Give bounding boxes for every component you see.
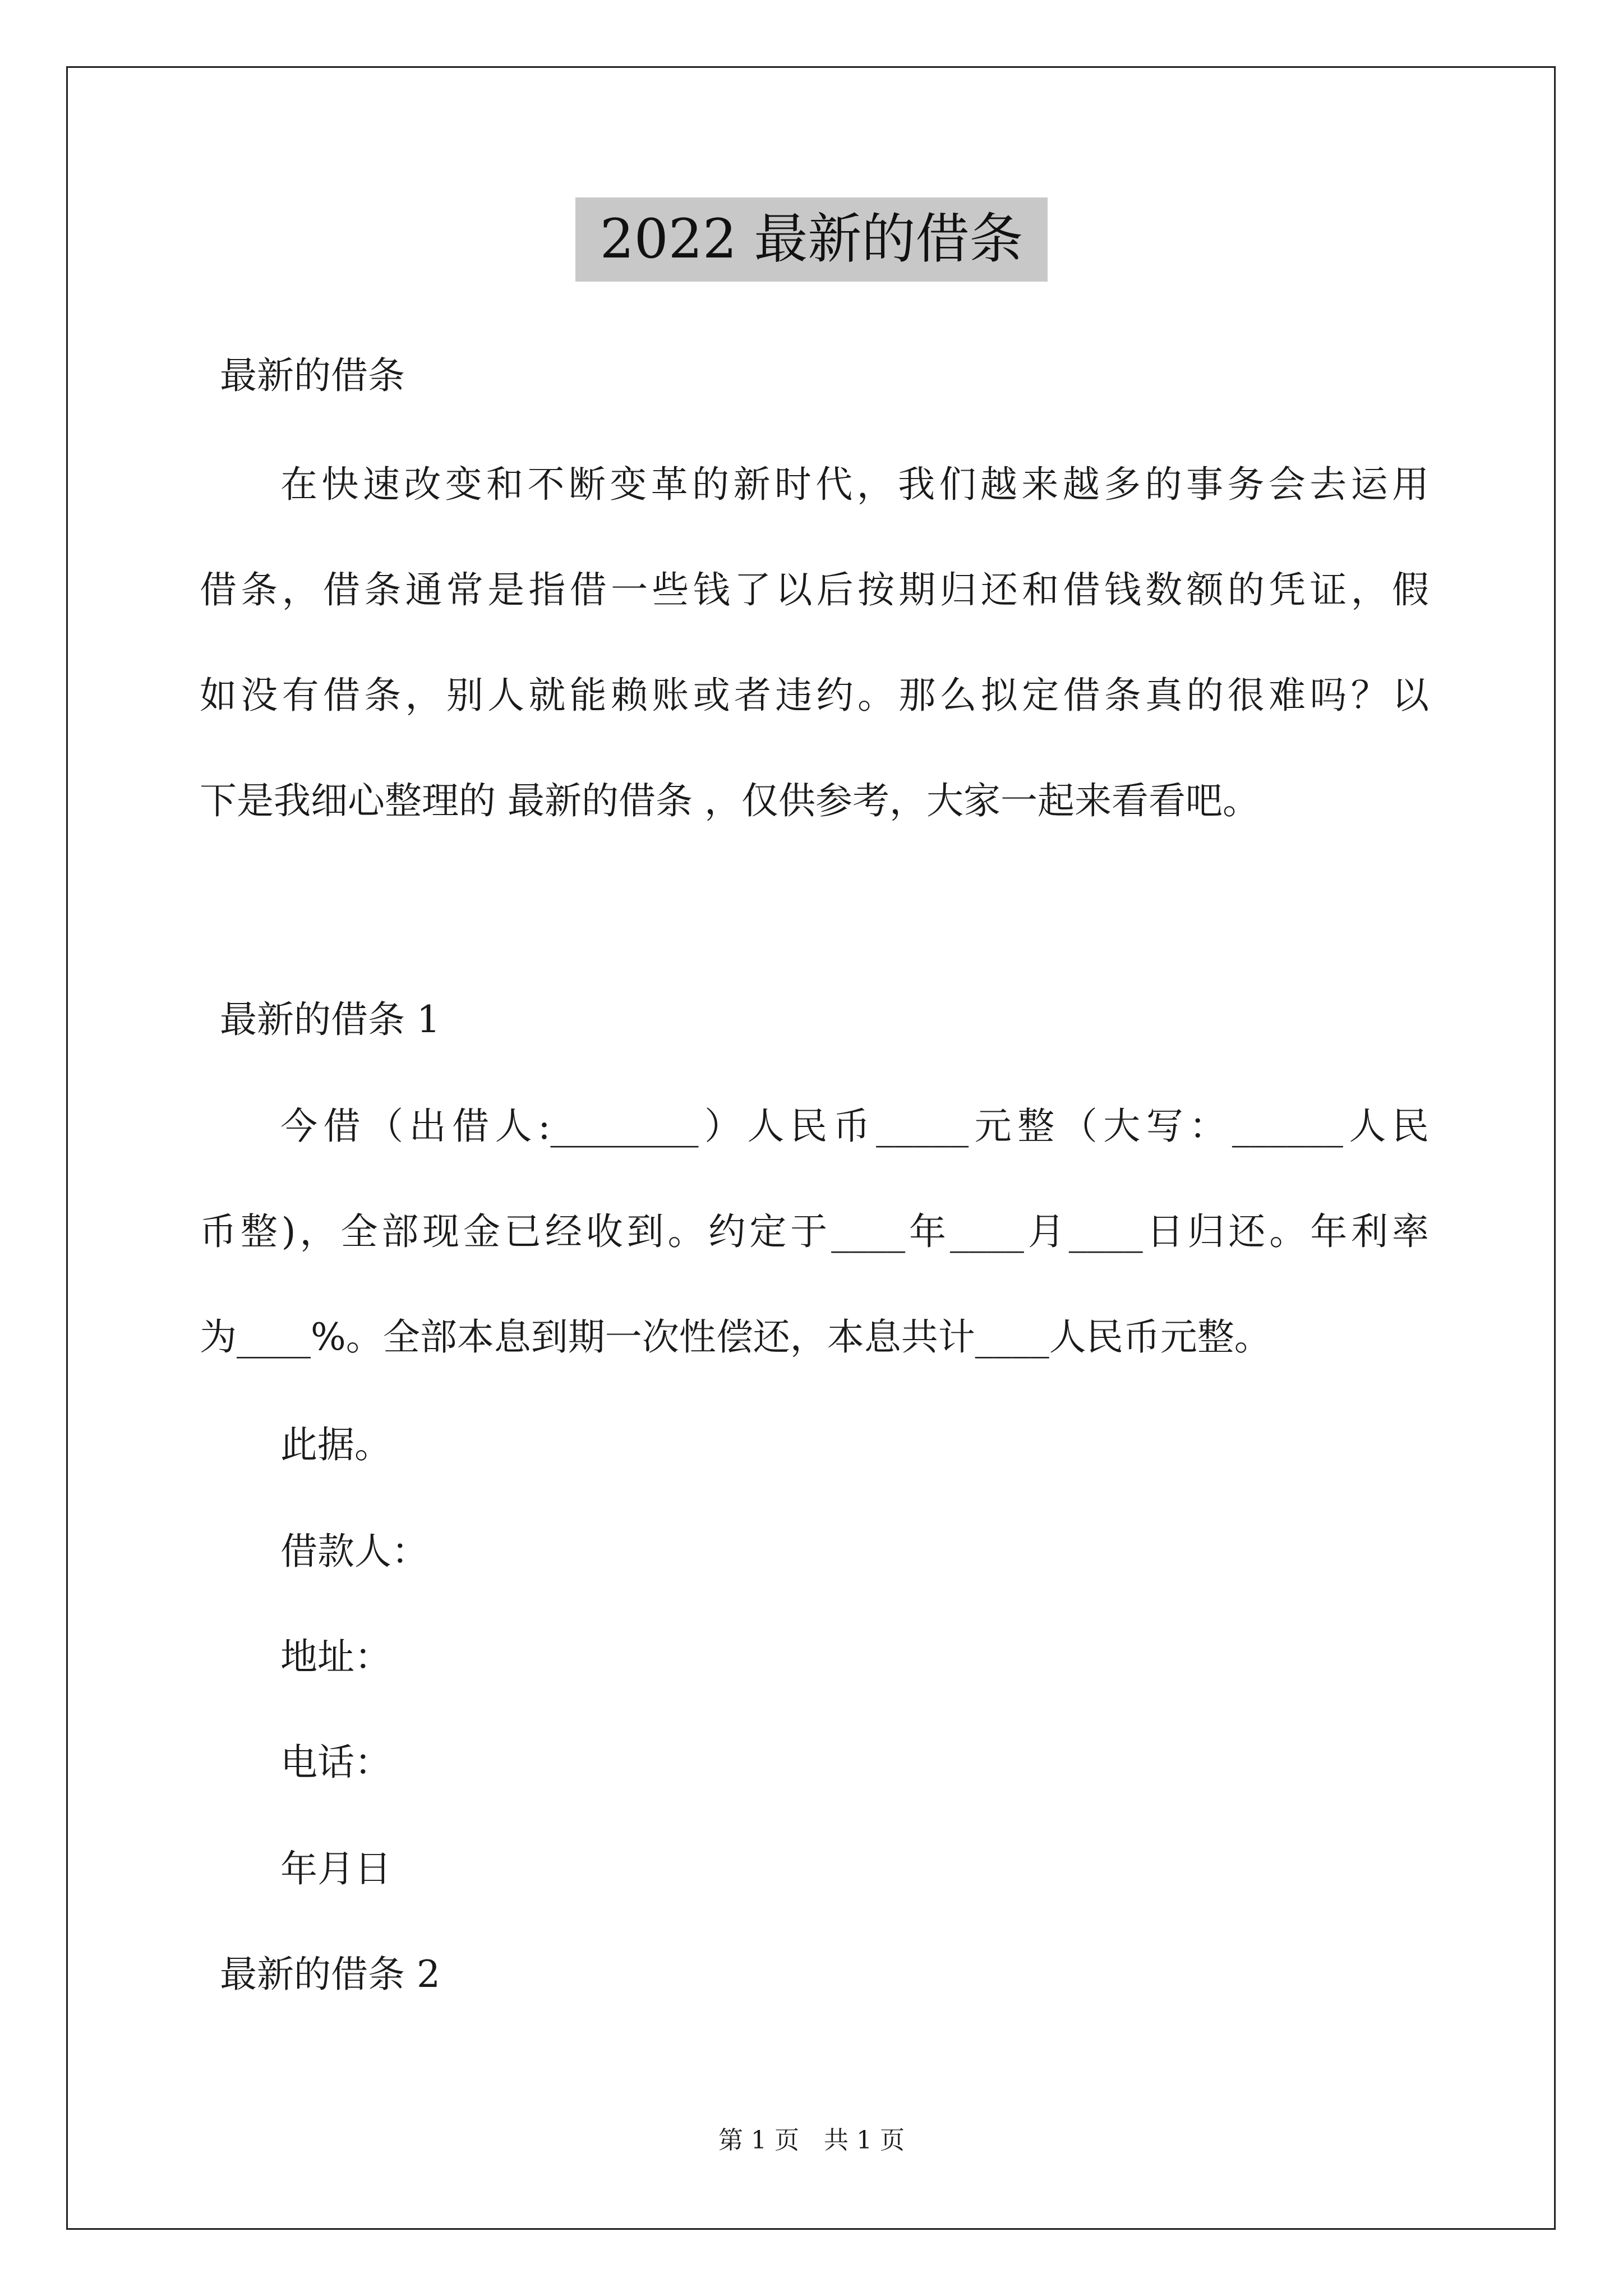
section1-line-2: 币整)，全部现金已经收到。约定于____年____月____日归还。年利率 <box>200 1210 1429 1253</box>
title-container <box>0 197 1623 282</box>
page-footer: 第 1 页 共 1 页 <box>718 2126 905 2155</box>
document-title: 2022 最新的借条 <box>575 197 1048 282</box>
intro-line-1: 在快速改变和不断变革的新时代，我们越来越多的事务会去运用 <box>280 463 1429 506</box>
intro-line-4: 下是我细心整理的 最新的借条 ，仅供参考，大家一起来看看吧。 <box>200 779 1260 822</box>
subheading: 最新的借条 <box>220 354 405 397</box>
phone-label: 电话： <box>280 1741 391 1784</box>
date-label: 年月日 <box>280 1847 391 1890</box>
section2-heading: 最新的借条 2 <box>220 1953 440 1996</box>
section1-line-1: 今借（出借人:________）人民币_____元整（大写：______人民 <box>280 1105 1429 1148</box>
borrower-label: 借款人： <box>280 1530 428 1573</box>
section1-heading: 最新的借条 1 <box>220 998 440 1041</box>
intro-line-3: 如没有借条，别人就能赖账或者违约。那么拟定借条真的很难吗？以 <box>200 674 1429 717</box>
section1-line-3: 为____%。全部本息到期一次性偿还，本息共计____人民币元整。 <box>200 1315 1271 1359</box>
address-label: 地址： <box>280 1635 391 1678</box>
closing-text: 此据。 <box>280 1423 391 1466</box>
intro-line-2: 借条，借条通常是指借一些钱了以后按期归还和借钱数额的凭证，假 <box>200 568 1429 611</box>
